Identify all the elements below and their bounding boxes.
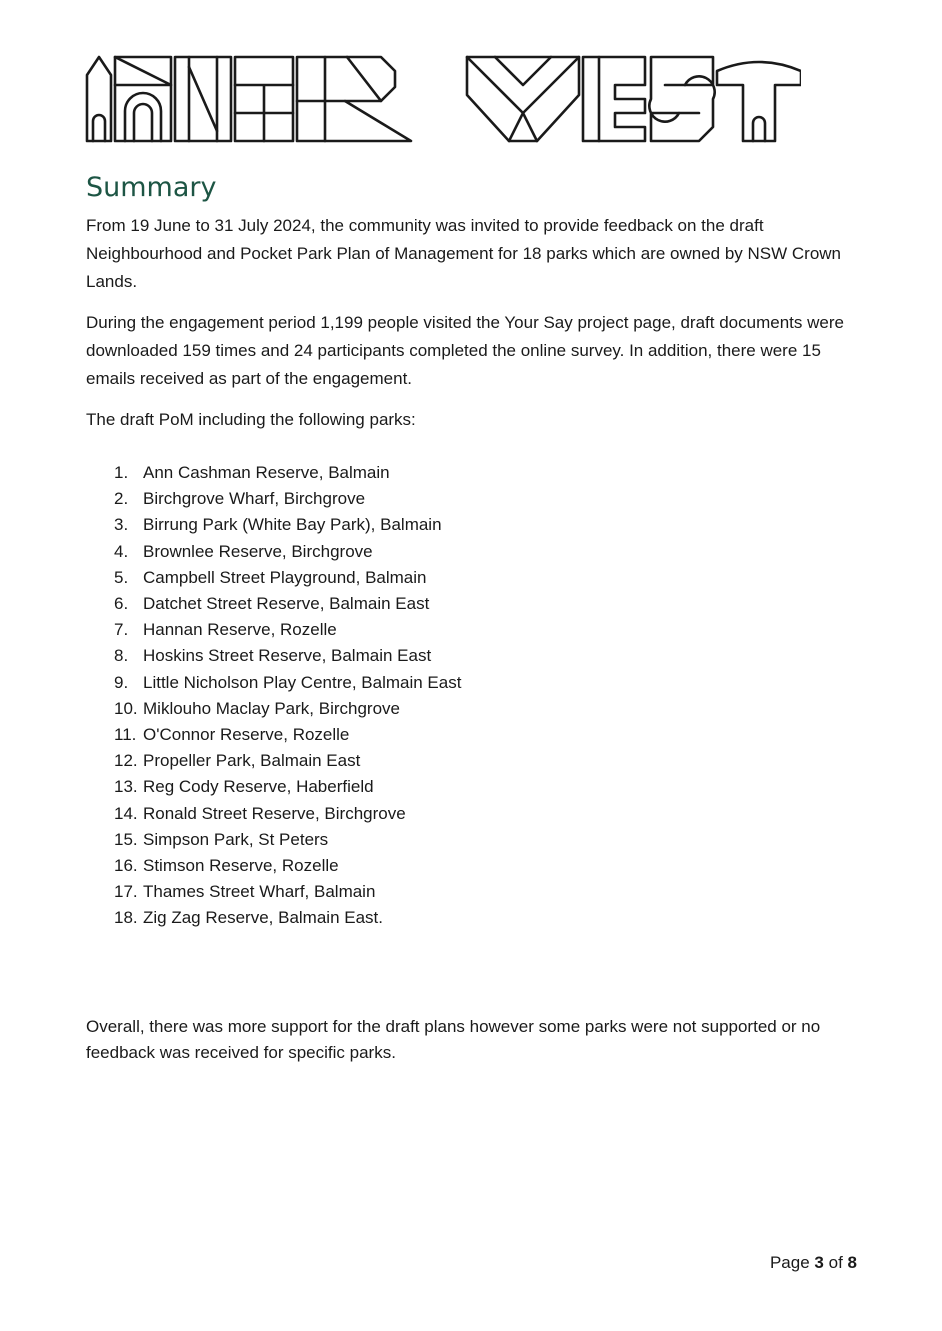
- inner-west-logo: [85, 55, 801, 143]
- list-item-number: 15.: [114, 829, 138, 849]
- list-item-text: Zig Zag Reserve, Balmain East.: [143, 908, 383, 928]
- list-item: [114, 827, 866, 853]
- list-item: [114, 748, 866, 774]
- list-item-text: Hoskins Street Reserve, Balmain East: [143, 646, 432, 666]
- list-item: [114, 853, 866, 879]
- list-item: [114, 565, 866, 591]
- list-item-text: Stimson Reserve, Rozelle: [143, 856, 339, 876]
- list-item: [114, 486, 866, 512]
- list-item-text: Thames Street Wharf, Balmain: [143, 882, 376, 902]
- list-item-text: Propeller Park, Balmain East: [143, 751, 361, 771]
- list-item-number: 12.: [114, 751, 138, 771]
- list-item-number: 8.: [114, 646, 129, 666]
- list-item: [114, 905, 866, 931]
- list-intro: The draft PoM including the following parks:: [86, 410, 416, 429]
- closing-paragraph: Overall, there was more support for the draft plans however some parks were not supported or no feedback was received for specific parks.: [86, 1016, 821, 1062]
- inner-west-logo-graphic: [85, 55, 801, 143]
- list-item-text: Reg Cody Reserve, Haberfield: [143, 777, 374, 797]
- list-item: [114, 696, 866, 722]
- page-of: of: [828, 1253, 843, 1272]
- list-item-number: 11.: [114, 725, 137, 745]
- list-item-number: 3.: [114, 515, 129, 535]
- page-current: 3: [814, 1253, 824, 1272]
- list-item-number: 14.: [114, 803, 138, 823]
- intro-paragraph: From 19 June to 31 July 2024, the community was invited to provide feedback on the draft Neighbourhood and Pocket Park Plan of Management for 18 parks which are owned by NSW Crown Lands.: [86, 216, 842, 291]
- list-item-text: Birchgrove Wharf, Birchgrove: [143, 489, 366, 509]
- list-item-text: Campbell Street Playground, Balmain: [143, 567, 427, 587]
- list-item-number: 1.: [114, 463, 129, 482]
- list-item-number: 17.: [114, 882, 138, 902]
- list-item: [114, 801, 866, 827]
- list-item: [114, 643, 866, 669]
- list-item-number: 6.: [114, 594, 129, 614]
- list-item: [114, 774, 866, 800]
- list-item: [114, 539, 866, 565]
- list-item-number: 13.: [114, 777, 138, 797]
- list-item-number: 10.: [114, 698, 138, 718]
- list-item-text: Birrung Park (White Bay Park), Balmain: [143, 515, 442, 535]
- list-item-text: Simpson Park, St Peters: [143, 829, 329, 849]
- list-item-number: 2.: [114, 489, 129, 509]
- list-item-text: O'Connor Reserve, Rozelle: [143, 725, 350, 745]
- list-item-number: 7.: [114, 620, 129, 640]
- list-item-number: 4.: [114, 541, 129, 561]
- list-item-number: 18.: [114, 908, 138, 928]
- list-item-text: Miklouho Maclay Park, Birchgrove: [143, 698, 400, 718]
- list-item-number: 16.: [114, 856, 138, 876]
- list-item: [114, 670, 866, 696]
- list-item-text: Hannan Reserve, Rozelle: [143, 620, 337, 640]
- section-title: Summary: [86, 172, 217, 203]
- list-item: [114, 617, 866, 643]
- page-total: 8: [847, 1253, 857, 1272]
- list-item-text: Datchet Street Reserve, Balmain East: [143, 594, 430, 614]
- list-item-text: Little Nicholson Play Centre, Balmain East: [143, 672, 462, 692]
- summary-section: [86, 170, 866, 1079]
- page-number: [770, 1250, 857, 1276]
- list-item: [114, 879, 866, 905]
- list-item-text: Ronald Street Reserve, Birchgrove: [143, 803, 406, 823]
- engagement-paragraph: During the engagement period 1,199 people visited the Your Say project page, draft documents were downloaded 159 times and 24 participants completed the online survey. In addition, there were 15 emails received as part of the engagement.: [86, 313, 844, 388]
- list-item-text: Brownlee Reserve, Birchgrove: [143, 541, 373, 561]
- list-item: [114, 591, 866, 617]
- page-word: Page: [769, 1253, 810, 1272]
- list-item-number: 5.: [114, 567, 129, 587]
- parks-list: [86, 460, 866, 932]
- list-item-number: 9.: [114, 672, 129, 692]
- list-item: [114, 460, 866, 486]
- list-item: [114, 722, 866, 748]
- list-item: [114, 512, 866, 538]
- list-item-text: Ann Cashman Reserve, Balmain: [143, 463, 390, 482]
